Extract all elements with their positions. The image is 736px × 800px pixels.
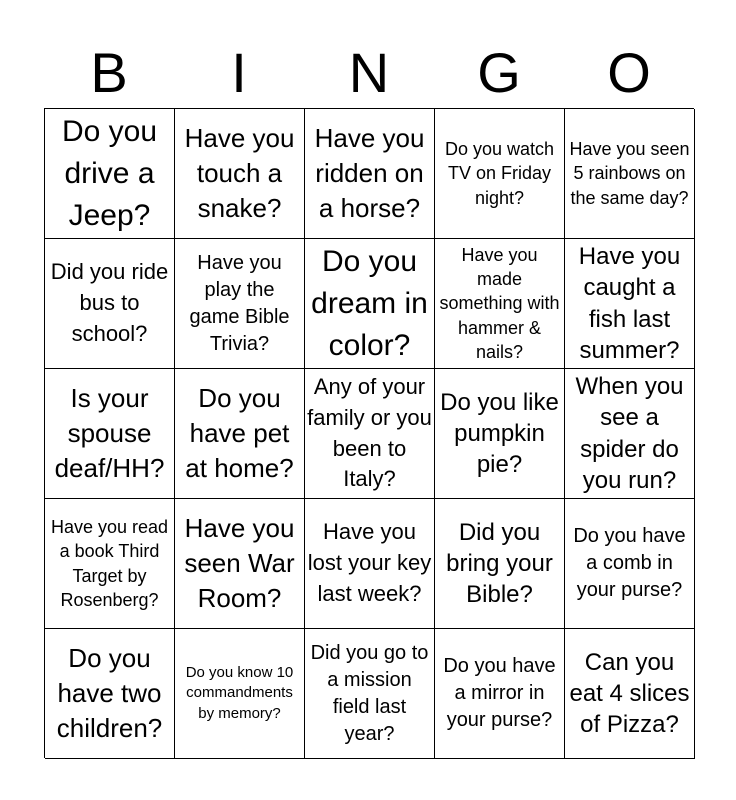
bingo-cell-text: Have you seen 5 rainbows on the same day? bbox=[569, 139, 690, 208]
bingo-cell-text: Any of your family or you been to Italy? bbox=[307, 373, 432, 492]
bingo-cell[interactable] bbox=[45, 499, 175, 629]
bingo-header bbox=[44, 38, 694, 108]
bingo-cell[interactable] bbox=[45, 109, 175, 239]
bingo-cell-text: Do you have pet at home? bbox=[185, 382, 294, 484]
bingo-cell[interactable] bbox=[565, 239, 695, 369]
bingo-cell[interactable] bbox=[305, 369, 435, 499]
header-letter-o: O bbox=[607, 41, 651, 104]
bingo-cell-text: Do you like pumpkin pie? bbox=[440, 388, 559, 479]
header-letter-b: B bbox=[90, 41, 128, 104]
header-letter-g: G bbox=[477, 41, 521, 104]
bingo-cell[interactable] bbox=[565, 369, 695, 499]
bingo-cell[interactable] bbox=[45, 369, 175, 499]
bingo-board bbox=[44, 108, 694, 758]
bingo-cell-text: Do you drive a Jeep? bbox=[61, 114, 158, 232]
bingo-cell-text: Have you caught a fish last summer? bbox=[578, 243, 681, 364]
bingo-cell[interactable] bbox=[175, 499, 305, 629]
header-letter-i: I bbox=[231, 41, 247, 104]
bingo-cell[interactable] bbox=[435, 629, 565, 759]
bingo-cell[interactable] bbox=[435, 239, 565, 369]
bingo-cell[interactable] bbox=[565, 109, 695, 239]
bingo-cell[interactable] bbox=[435, 109, 565, 239]
bingo-cell-text: Did you bring your Bible? bbox=[446, 518, 553, 609]
bingo-cell-text: Do you have two children? bbox=[56, 642, 163, 744]
bingo-cell-text: Do you have a mirror in your purse? bbox=[443, 655, 556, 731]
bingo-cell-text: Is your spouse deaf/HH? bbox=[54, 382, 165, 484]
bingo-cell[interactable] bbox=[45, 239, 175, 369]
bingo-cell-text: Have you seen War Room? bbox=[184, 512, 295, 614]
bingo-cell[interactable] bbox=[175, 239, 305, 369]
bingo-cell[interactable] bbox=[565, 629, 695, 759]
bingo-cell-text: When you see a spider do you run? bbox=[575, 373, 684, 494]
bingo-cell-text: Have you play the game Bible Trivia? bbox=[189, 251, 290, 355]
bingo-cell-text: Do you know 10 commandments by memory? bbox=[185, 664, 294, 722]
bingo-cell[interactable] bbox=[435, 499, 565, 629]
bingo-cell-text: Have you made something with hammer & nails? bbox=[439, 244, 560, 362]
bingo-cell[interactable] bbox=[305, 239, 435, 369]
header-letter-n: N bbox=[348, 41, 390, 104]
bingo-cell[interactable] bbox=[305, 629, 435, 759]
bingo-cell[interactable] bbox=[305, 499, 435, 629]
bingo-cell-text: Have you touch a snake? bbox=[184, 122, 295, 224]
bingo-cell-text: Have you read a book Third Target by Rosenberg? bbox=[50, 516, 169, 610]
bingo-cell-text: Can you eat 4 slices of Pizza? bbox=[569, 648, 690, 739]
bingo-cell-text: Have you ridden on a horse? bbox=[314, 122, 425, 224]
bingo-cell[interactable] bbox=[305, 109, 435, 239]
bingo-cell[interactable] bbox=[175, 109, 305, 239]
bingo-cell[interactable] bbox=[175, 369, 305, 499]
bingo-cell-text: Did you ride bus to school? bbox=[50, 259, 169, 346]
bingo-cell-text: Have you lost your key last week? bbox=[307, 519, 432, 606]
bingo-cell-text: Do you have a comb in your purse? bbox=[573, 525, 686, 601]
bingo-cell[interactable] bbox=[565, 499, 695, 629]
bingo-cell[interactable] bbox=[175, 629, 305, 759]
bingo-cell[interactable] bbox=[435, 369, 565, 499]
bingo-cell-text: Do you dream in color? bbox=[311, 244, 428, 362]
bingo-cell-text: Do you watch TV on Friday night? bbox=[444, 139, 555, 208]
bingo-cell-text: Did you go to a mission field last year? bbox=[310, 641, 429, 745]
bingo-cell[interactable] bbox=[45, 629, 175, 759]
